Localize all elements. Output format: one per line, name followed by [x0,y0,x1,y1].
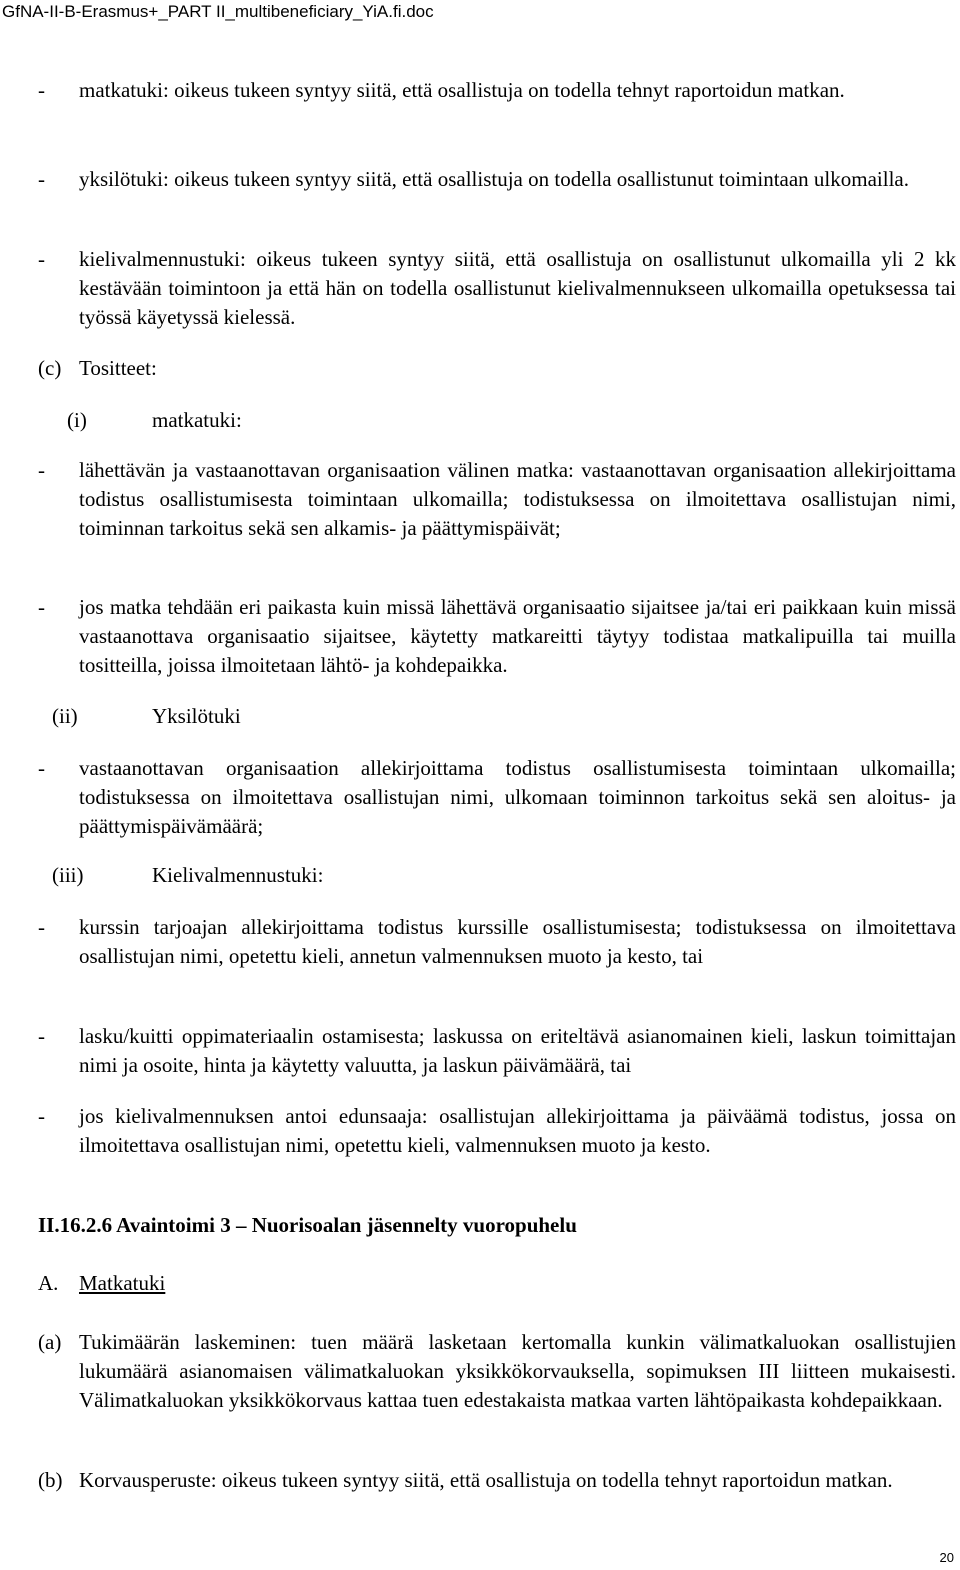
list-item [38,456,956,543]
list-item [38,165,956,194]
list-dash: - [38,78,45,102]
list-dash: - [38,1104,45,1128]
list-item-text: vastaanottavan organisaation allekirjoittama todistus osallistumisesta toimintaan ulkomailla; todistuksessa on ilmoitettava osallistujan nimi, ulkomaan toiminnon tarkoitus sekä sen aloitus- ja päättymispäivämäärä; [79,756,956,838]
list-item-text: kielivalmennustuki: oikeus tukeen syntyy siitä, että osallistuja on osallistunut ulkomailla yli 2 kk kestävään toimintoon ja että hän on todella osallistunut kielivalmennukseen ulkomailla opetuksessa tai työssä käyetyssä kielessä. [79,247,956,329]
list-dash: - [38,915,45,939]
section-heading: II.16.2.6 Avaintoimi 3 – Nuorisoalan jäsennelty vuoropuhelu [38,1213,577,1237]
subsection-label: A. [38,1271,59,1295]
roman-title-ii: Yksilötuki [152,704,241,728]
paragraph-label: (a) [38,1330,62,1354]
document-filename-header: GfNA-II-B-Erasmus+_PART II_multibeneficiary_YiA.fi.doc [2,2,434,21]
list-item-text: jos kielivalmennuksen antoi edunsaaja: osallistujan allekirjoittama ja päiväämä todistus, jossa on ilmoitettava osallistujan nimi, opetettu kieli, valmennuksen muoto ja kesto. [79,1104,956,1157]
subsection-c [38,354,956,383]
roman-title-i: matkatuki: [152,408,242,432]
subsection-label: (c) [38,356,62,380]
list-item-text: matkatuki: oikeus tukeen syntyy siitä, että osallistuja on todella tehnyt raportoidun matkan. [79,78,845,102]
list-dash: - [38,167,45,191]
roman-title-iii: Kielivalmennustuki: [152,863,324,887]
list-item-text: lähettävän ja vastaanottavan organisaation välinen matka: vastaanottavan organisaation allekirjoittama todistus osallistumisesta toimintaan ulkomailla; todistuksessa on ilmoitettava osallistujan nimi, toiminnan tarkoitus sekä sen alkamis- ja päättymispäivät; [79,458,956,540]
list-item-text: jos matka tehdään eri paikasta kuin missä lähettävä organisaatio sijaitsee ja/tai eri paikkaan kuin missä vastaanottava organisaatio sijaitsee, käytetty matkareitti täytyy todistaa matkalipuilla tai muilla tositteilla, joissa ilmoitetaan lähtö- ja kohdepaikka. [79,595,956,677]
list-dash: - [38,458,45,482]
list-item [38,76,956,105]
paragraph-label: (b) [38,1468,63,1492]
list-item [38,913,956,971]
subsection-title: Matkatuki [79,1271,166,1295]
roman-label-iii: (iii) [52,863,84,887]
list-dash: - [38,595,45,619]
page-number: 20 [939,1550,954,1565]
subsection-title: Tositteet: [79,356,157,380]
list-dash: - [38,756,45,780]
paragraph-text: Tukimäärän laskeminen: tuen määrä lasketaan kertomalla kunkin välimatkaluokan osallistujien lukumäärä asianomaisen välimatkaluokan yksikkökorvauksella, sopimuksen III liitteen mukaisesti. Välimatkaluokan yksikkökorvaus kattaa tuen edestakaista matkaa varten lähtöpaikasta kohdepaikkaan. [79,1330,956,1412]
list-dash: - [38,247,45,271]
list-item [38,754,956,841]
list-item [38,245,956,332]
paragraph-b [38,1466,956,1495]
roman-label-i: (i) [67,408,87,432]
paragraph-text: Korvausperuste: oikeus tukeen syntyy siitä, että osallistuja on todella tehnyt raportoidun matkan. [79,1468,893,1492]
list-item [38,1022,956,1080]
roman-label-ii: (ii) [52,704,78,728]
list-item [38,593,956,680]
list-item-text: lasku/kuitti oppimateriaalin ostamisesta; laskussa on eriteltävä asianomainen kieli, laskun toimittajan nimi ja osoite, hinta ja käytetty valuutta, ja laskun päivämäärä, tai [79,1024,956,1077]
list-item-text: kurssin tarjoajan allekirjoittama todistus kurssille osallistumisesta; todistuksessa on ilmoitettava osallistujan nimi, opetettu kieli, annetun valmennuksen muoto ja kesto, tai [79,915,956,968]
list-item [38,1102,956,1160]
list-dash: - [38,1024,45,1048]
paragraph-a [38,1328,956,1415]
subsection-A [38,1269,956,1298]
list-item-text: yksilötuki: oikeus tukeen syntyy siitä, että osallistuja on todella osallistunut toimintaan ulkomailla. [79,167,909,191]
